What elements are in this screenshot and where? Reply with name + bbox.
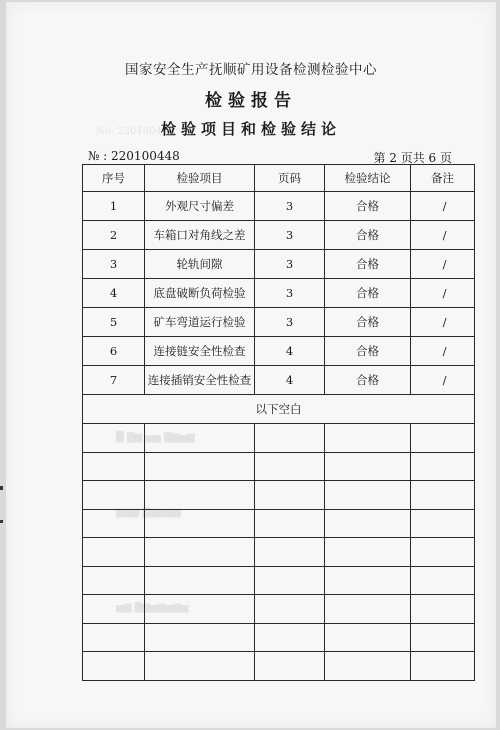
table-row	[83, 192, 475, 221]
bleed-through-text: No: 220100448	[96, 126, 175, 137]
empty-row	[83, 509, 475, 538]
bleed-through-text: ▆▅▆ ▇▆▅▆▅	[116, 507, 181, 518]
table-row	[83, 250, 475, 279]
row-conclusion: 合格	[325, 192, 411, 221]
row-remark: /	[411, 192, 475, 221]
table-header-row	[83, 165, 475, 192]
empty-row	[83, 424, 475, 453]
row-conclusion: 合格	[325, 250, 411, 279]
row-item: 轮轨间隙	[145, 250, 255, 279]
table-row	[83, 366, 475, 395]
row-conclusion: 合格	[325, 279, 411, 308]
column-header-conclusion: 检验结论	[325, 165, 411, 192]
empty-row	[83, 481, 475, 510]
row-page: 3	[255, 221, 325, 250]
row-conclusion: 合格	[325, 221, 411, 250]
report-number: № : 220100448	[88, 149, 180, 163]
column-header-number: 序号	[83, 165, 145, 192]
row-remark: /	[411, 279, 475, 308]
row-remark: /	[411, 366, 475, 395]
bleed-through-text: ▅▆ ▇▆▅▆▅▆▅	[116, 602, 189, 613]
row-page: 4	[255, 366, 325, 395]
empty-row	[83, 566, 475, 595]
row-remark: /	[411, 308, 475, 337]
column-header-page: 页码	[255, 165, 325, 192]
column-header-item: 检验项目	[145, 165, 255, 192]
row-conclusion: 合格	[325, 366, 411, 395]
empty-row	[83, 452, 475, 481]
empty-row	[83, 652, 475, 681]
organization-name: 国家安全生产抚顺矿用设备检测检验中心	[125, 62, 377, 78]
row-conclusion: 合格	[325, 308, 411, 337]
row-number: 5	[83, 308, 145, 337]
row-page: 3	[255, 279, 325, 308]
row-number: 7	[83, 366, 145, 395]
row-remark: /	[411, 250, 475, 279]
row-item: 底盘破断负荷检验	[145, 279, 255, 308]
row-item: 连接链安全性检查	[145, 337, 255, 366]
row-page: 3	[255, 250, 325, 279]
report-subtitle: 检验项目和检验结论	[160, 120, 341, 138]
page-indicator: 第 2 页共 6 页	[373, 151, 452, 165]
table-row	[83, 279, 475, 308]
report-title: 检验报告	[205, 91, 297, 111]
row-item: 连接插销安全性检查	[145, 366, 255, 395]
row-number: 2	[83, 221, 145, 250]
report-page	[6, 2, 496, 728]
table-row	[83, 221, 475, 250]
row-item: 车箱口对角线之差	[145, 221, 255, 250]
row-item: 矿车弯道运行检验	[145, 308, 255, 337]
row-remark: /	[411, 221, 475, 250]
row-number: 6	[83, 337, 145, 366]
row-page: 3	[255, 308, 325, 337]
row-number: 3	[83, 250, 145, 279]
blank-note-row	[83, 395, 475, 424]
row-number: 1	[83, 192, 145, 221]
row-page: 3	[255, 192, 325, 221]
blank-note: 以下空白	[83, 395, 475, 424]
scan-edge-mark	[0, 486, 3, 490]
table-row	[83, 337, 475, 366]
table-row	[83, 308, 475, 337]
row-item: 外观尺寸偏差	[145, 192, 255, 221]
empty-row	[83, 623, 475, 652]
empty-row	[83, 538, 475, 567]
scan-edge-mark	[0, 520, 3, 523]
row-remark: /	[411, 337, 475, 366]
bleed-through-text: █ ▇▆ ▅▅ ▇▆▅▆	[116, 432, 195, 443]
row-page: 4	[255, 337, 325, 366]
column-header-remark: 备注	[411, 165, 475, 192]
inspection-results-table	[82, 164, 475, 681]
row-number: 4	[83, 279, 145, 308]
empty-row	[83, 595, 475, 624]
row-conclusion: 合格	[325, 337, 411, 366]
